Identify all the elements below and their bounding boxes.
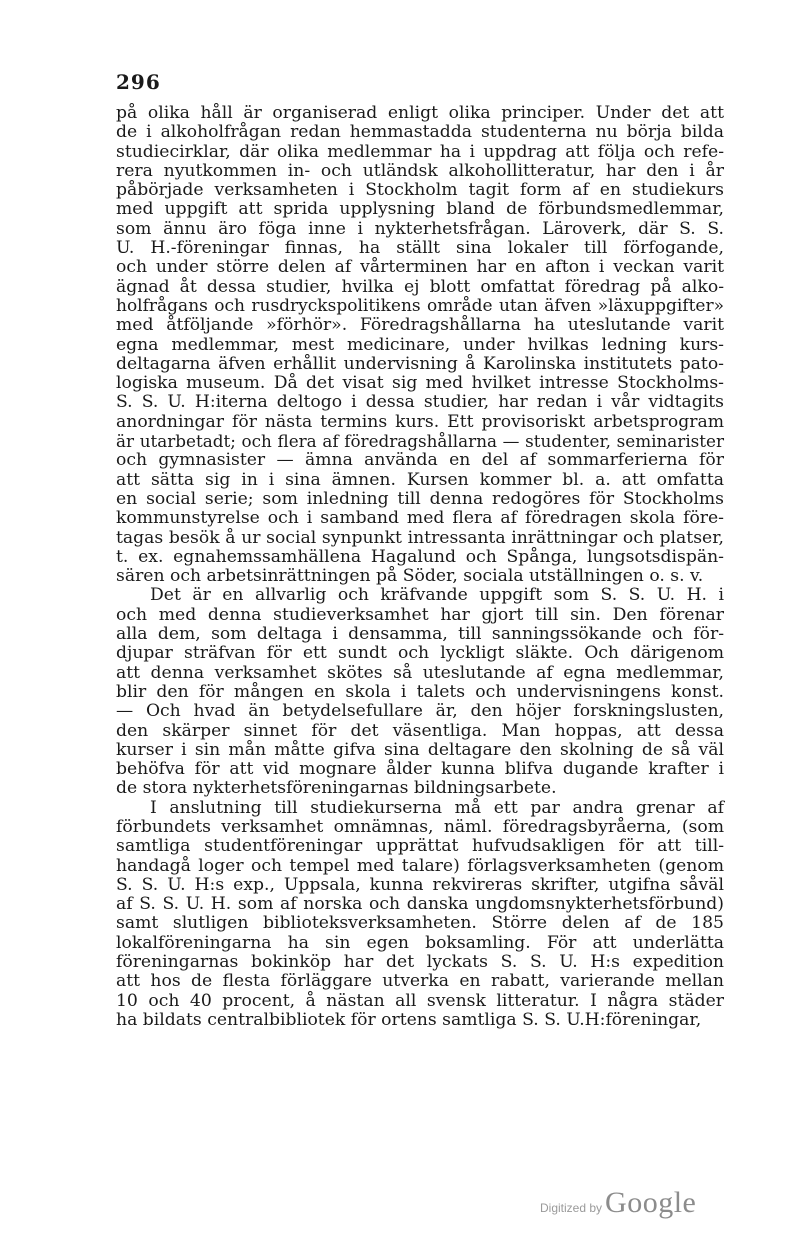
digitized-label: Digitized by bbox=[540, 1201, 603, 1215]
text-line: logiska museum. Då det visat sig med hvilket intresse Stockholms- bbox=[116, 373, 724, 394]
text-line: handagå loger och tempel med talare) förlagsverksamheten (genom bbox=[116, 855, 724, 876]
text-line: Det är en allvarlig och kräfvande uppgift som S. S. U. H. i bbox=[150, 585, 724, 606]
paragraph bbox=[116, 586, 724, 798]
text-line: en social serie; som inledning till denna redogöres för Stockholms bbox=[116, 488, 724, 509]
text-line: den skärper sinnet för det väsentliga. Man hoppas, att dessa bbox=[116, 720, 724, 741]
text-line: djupar sträfvan för ett sundt och lyckligt släkte. Och därigenom bbox=[116, 643, 724, 664]
text-line: kommunstyrelse och i samband med flera af föredragen skola före- bbox=[116, 508, 724, 529]
text-line: att sätta sig in i sina ämnen. Kursen kommer bl. a. att omfatta bbox=[116, 469, 724, 490]
text-line: anordningar för nästa termins kurs. Ett provisoriskt arbetsprogram bbox=[116, 411, 724, 432]
text-line: med åtföljande »förhör». Föredragshållarna ha uteslutande varit bbox=[116, 315, 724, 336]
text-line: att hos de flesta förläggare utverka en rabatt, varierande mellan bbox=[116, 971, 724, 992]
text-line: samtliga studentföreningar upprättat hufvudsakligen för att till- bbox=[116, 836, 724, 857]
google-logo: Google bbox=[605, 1186, 697, 1219]
text-line: alla dem, som deltaga i densamma, till sanningssökande och för- bbox=[116, 624, 724, 645]
text-line: med uppgift att sprida upplysning bland de förbundsmedlemmar, bbox=[116, 199, 724, 220]
page-number: 296 bbox=[116, 70, 161, 94]
text-line: de stora nykterhetsföreningarnas bildningsarbete. bbox=[116, 778, 557, 799]
text-line: som ännu äro föga inne i nykterhetsfrågan. Läroverk, där S. S. bbox=[116, 218, 724, 239]
paragraph bbox=[116, 799, 724, 1031]
text-line: sären och arbetsinrättningen på Söder, sociala utställningen o. s. v. bbox=[116, 566, 704, 587]
text-line: förbundets verksamhet omnämnas, näml. föredragsbyråerna, (som bbox=[116, 816, 724, 837]
text-line: af S. S. U. H. som af norska och danska ungdomsnykterhetsförbund) bbox=[116, 894, 724, 915]
text-line: och gymnasister — ämna använda en del af sommarferierna för bbox=[116, 450, 724, 471]
text-line: föreningarnas bokinköp har det lyckats S. S. U. H:s expedition bbox=[116, 952, 724, 973]
text-line: ägnad åt dessa studier, hvilka ej blott omfattat föredrag på alko- bbox=[116, 276, 724, 297]
text-line: tagas besök å ur social synpunkt intressanta inrättningar och platser, bbox=[116, 527, 724, 548]
text-line: och under större delen af vårterminen har en afton i veckan varit bbox=[116, 257, 724, 278]
text-line: deltagarna äfven erhållit undervisning å Karolinska institutets pato- bbox=[116, 353, 724, 374]
text-line: påbörjade verksamheten i Stockholm tagit form af en studiekurs bbox=[116, 180, 724, 201]
text-line: 10 och 40 procent, å nästan all svensk litteratur. I några städer bbox=[116, 990, 724, 1011]
text-line: U. H.-föreningar finnas, ha ställt sina lokaler till förfogande, bbox=[116, 238, 724, 259]
text-line: blir den för mången en skola i talets och undervisningens konst. bbox=[116, 681, 724, 702]
text-line: holfrågans och rusdryckspolitikens område utan äfven »läxuppgifter» bbox=[116, 295, 724, 316]
text-line: på olika håll är organiserad enligt olika principer. Under det att bbox=[116, 103, 724, 123]
text-line: är utarbetadt; och flera af föredragshållarna — studenter, seminarister bbox=[116, 431, 724, 452]
text-line: studiecirklar, där olika medlemmar ha i uppdrag att följa och refe- bbox=[116, 141, 724, 162]
text-line: och med denna studieverksamhet har gjort till sin. Den förenar bbox=[116, 604, 724, 625]
text-line: kurser i sin mån måtte gifva sina deltagare den skolning de så väl bbox=[116, 739, 724, 760]
text-line: behöfva för att vid mognare ålder kunna blifva dugande krafter i bbox=[116, 759, 724, 780]
text-line: samt slutligen biblioteksverksamheten. Större delen af de 185 bbox=[116, 913, 724, 934]
text-line: S. S. U. H:s exp., Uppsala, kunna rekvireras skrifter, utgifna såväl bbox=[116, 874, 724, 895]
text-line: I anslutning till studiekurserna må ett par andra grenar af bbox=[150, 797, 724, 818]
text-line: egna medlemmar, mest medicinare, under hvilkas ledning kurs- bbox=[116, 334, 724, 355]
text-line: lokalföreningarna ha sin egen boksamling. För att underlätta bbox=[116, 932, 724, 953]
text-line: t. ex. egnahemssamhällena Hagalund och Spånga, lungsotsdispän- bbox=[116, 546, 724, 567]
text-line: rera nyutkommen in- och utländsk alkohollitteratur, har den i år bbox=[116, 160, 724, 181]
digitized-by-google-watermark bbox=[540, 1186, 696, 1220]
text-line: ha bildats centralbibliotek för ortens samtliga S. S. U.H:föreningar, bbox=[116, 1009, 702, 1030]
body-text bbox=[116, 104, 724, 1030]
text-line: — Och hvad än betydelsefullare är, den höjer forskningslusten, bbox=[116, 701, 724, 722]
text-line: S. S. U. H:iterna deltogo i dessa studier, har redan i vår vidtagits bbox=[116, 392, 724, 413]
paragraph bbox=[116, 104, 724, 586]
text-line: att denna verksamhet skötes så uteslutande af egna medlemmar, bbox=[116, 662, 724, 683]
text-line: de i alkoholfrågan redan hemmastadda studenterna nu börja bilda bbox=[116, 122, 724, 143]
